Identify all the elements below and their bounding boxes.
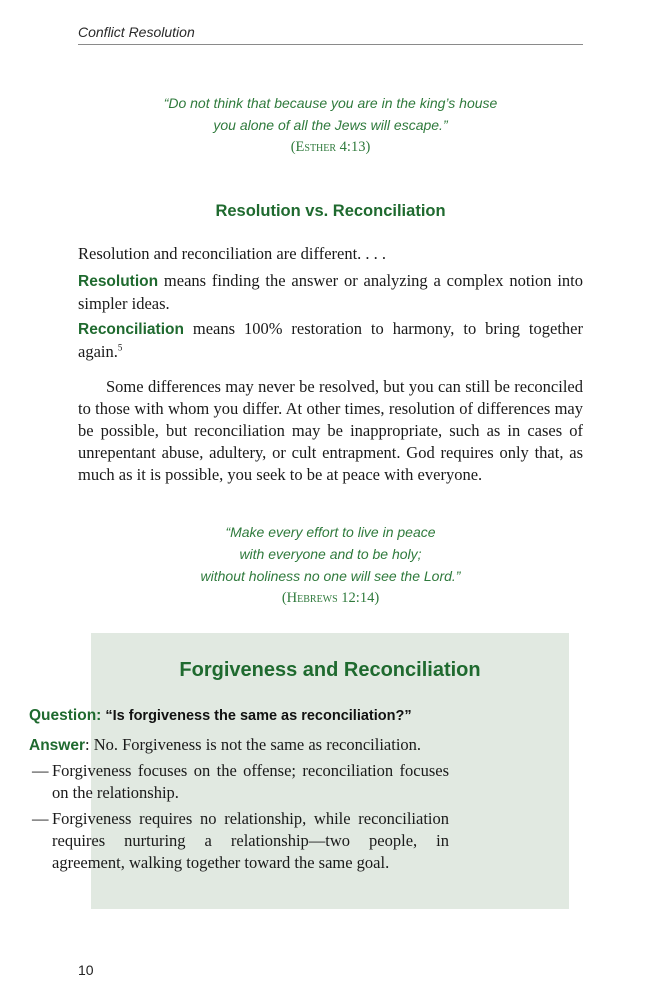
list-item bbox=[29, 760, 449, 804]
list-item bbox=[29, 808, 449, 874]
sidebar-answer bbox=[29, 734, 449, 757]
page-number: 10 bbox=[78, 962, 94, 978]
resolution-term: Resolution bbox=[78, 273, 159, 290]
epigraph-line: without holiness no one will see the Lord.” bbox=[200, 568, 461, 584]
resolution-definition-text: means finding the answer or analyzing a complex notion into simpler ideas. bbox=[78, 271, 583, 313]
epigraph-line: “Make every effort to live in peace bbox=[225, 524, 436, 540]
running-head: Conflict Resolution bbox=[78, 24, 583, 45]
sidebar-title: Forgiveness and Reconciliation bbox=[179, 659, 481, 681]
epigraph-reference: (Hebrews 12:14) bbox=[281, 590, 380, 606]
epigraph-reference: (Esther 4:13) bbox=[290, 139, 371, 155]
list-item-text: Forgiveness requires no relationship, while reconciliation requires nurturing a relationship—two people, in agreement, walking together toward the same goal. bbox=[52, 809, 449, 872]
intro-paragraph: Resolution and reconciliation are different. . . . bbox=[78, 244, 387, 263]
reconciliation-definition bbox=[78, 318, 583, 363]
body-paragraph: Some differences may never be resolved, but you can still be reconciled to those with whom you differ. At other times, resolution of differences may be possible, but reconciliation may be inappropriate, such as in cases of unrepentant abuse, adultery, or cult entrapment. God requires only that, as much as it is possible, you seek to be at peace with everyone. bbox=[78, 377, 583, 484]
dash-marker: — bbox=[32, 809, 49, 828]
list-item-text: Forgiveness focuses on the offense; reconciliation focuses on the relationship. bbox=[52, 761, 449, 802]
question-label: Question: bbox=[29, 707, 102, 724]
epigraph-line: with everyone and to be holy; bbox=[239, 546, 422, 562]
answer-label: Answer bbox=[29, 737, 85, 754]
dash-marker: — bbox=[32, 761, 49, 780]
epigraph-line: you alone of all the Jews will escape.” bbox=[213, 117, 448, 133]
reconciliation-term: Reconciliation bbox=[78, 321, 184, 338]
section-heading: Resolution vs. Reconciliation bbox=[215, 202, 446, 220]
reconciliation-definition-text: means 100% restoration to harmony, to bring together again. bbox=[78, 319, 583, 361]
epigraph-line: “Do not think that because you are in the king’s house bbox=[163, 95, 498, 111]
question-text: “Is forgiveness the same as reconciliation?” bbox=[101, 708, 412, 724]
sidebar-question bbox=[29, 704, 449, 727]
epigraph-esther bbox=[78, 92, 583, 158]
answer-text: : No. Forgiveness is not the same as reconciliation. bbox=[85, 735, 422, 754]
resolution-definition bbox=[78, 270, 583, 315]
epigraph-hebrews bbox=[78, 521, 583, 609]
footnote-marker: 5 bbox=[117, 342, 123, 353]
